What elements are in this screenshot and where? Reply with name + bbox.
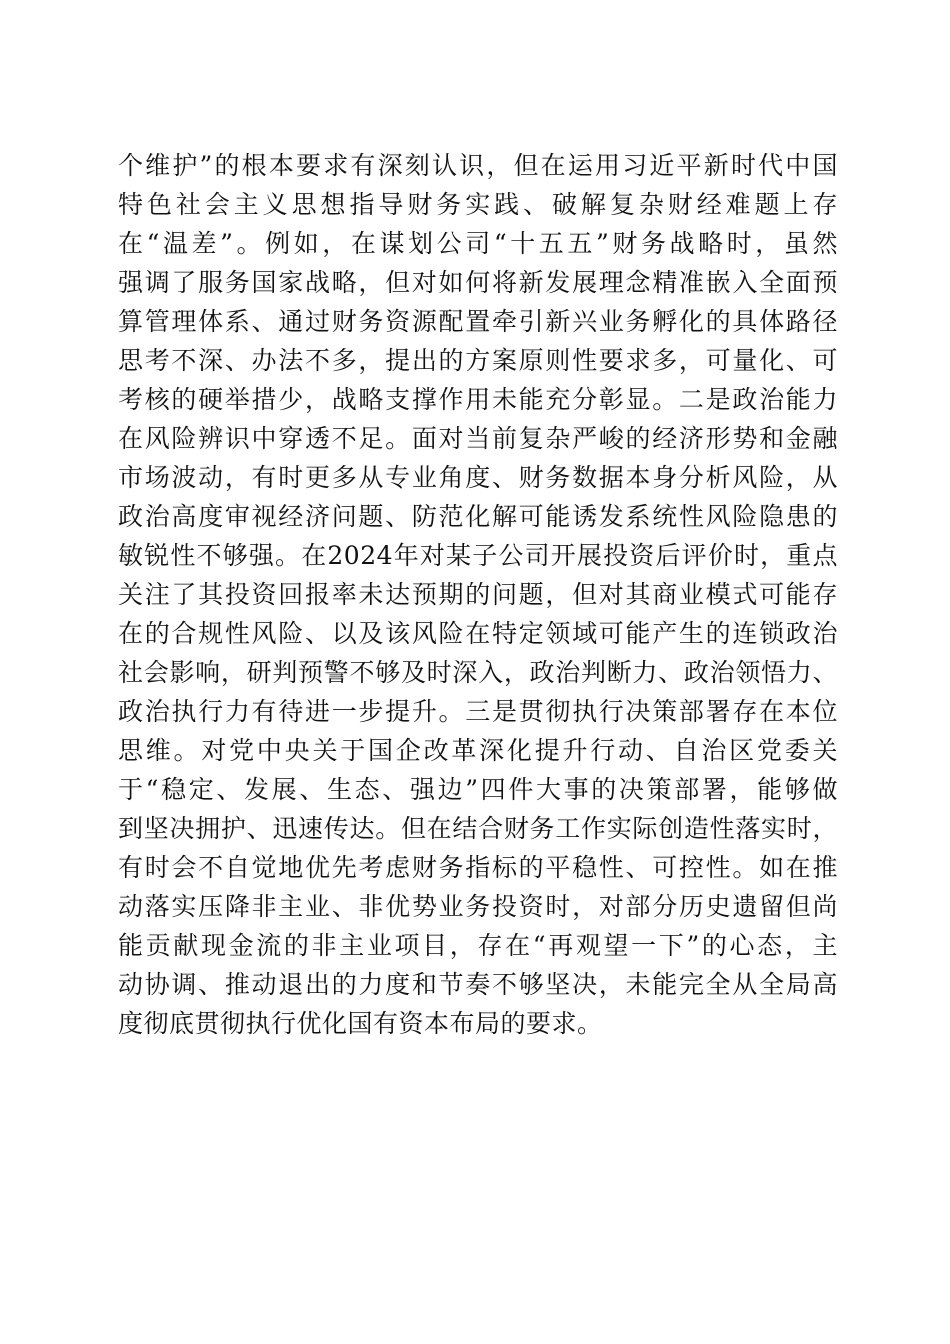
text-line: 在的合规性风险、以及该风险在特定领域可能产生的连锁政治 (118, 619, 838, 648)
text-line: 于“稳定、发展、生态、强边”四件大事的决策部署，能够做 (118, 775, 838, 804)
text-line: 思考不深、办法不多，提出的方案原则性要求多，可量化、可 (118, 346, 838, 375)
text-line: 算管理体系、通过财务资源配置牵引新兴业务孵化的具体路径 (118, 307, 838, 336)
text-line: 市场波动，有时更多从专业角度、财务数据本身分析风险，从 (118, 463, 838, 492)
text-line: 动协调、推动退出的力度和节奏不够坚决，未能完全从全局高 (118, 970, 838, 999)
text-line: 个维护”的根本要求有深刻认识，但在运用习近平新时代中国 (118, 151, 838, 180)
text-line: 政治高度审视经济问题、防范化解可能诱发系统性风险隐患的 (118, 502, 838, 531)
text-line: 在风险辨识中穿透不足。面对当前复杂严峻的经济形势和金融 (118, 424, 838, 453)
text-line: 能贡献现金流的非主业项目，存在“再观望一下”的心态，主 (118, 931, 838, 960)
text-line: 度彻底贯彻执行优化国有资本布局的要求。 (118, 1009, 603, 1038)
text-line: 在“温差”。例如，在谋划公司“十五五”财务战略时，虽然 (118, 229, 838, 258)
text-line: 关注了其投资回报率未达预期的问题，但对其商业模式可能存 (118, 580, 838, 609)
text-line: 社会影响，研判预警不够及时深入，政治判断力、政治领悟力、 (118, 658, 838, 687)
text-line: 到坚决拥护、迅速传达。但在结合财务工作实际创造性落实时， (118, 814, 838, 843)
text-line: 敏锐性不够强。在2024年对某子公司开展投资后评价时，重点 (118, 541, 838, 570)
text-line: 特色社会主义思想指导财务实践、破解复杂财经难题上存 (118, 190, 838, 219)
text-line: 政治执行力有待进一步提升。三是贯彻执行决策部署存在本位 (118, 697, 838, 726)
text-line: 强调了服务国家战略，但对如何将新发展理念精准嵌入全面预 (118, 268, 838, 297)
text-line: 考核的硬举措少，战略支撑作用未能充分彰显。二是政治能力 (118, 385, 838, 414)
text-line: 有时会不自觉地优先考虑财务指标的平稳性、可控性。如在推 (118, 853, 838, 882)
text-line: 动落实压降非主业、非优势业务投资时，对部分历史遗留但尚 (118, 892, 838, 921)
text-line: 思维。对党中央关于国企改革深化提升行动、自治区党委关 (118, 736, 838, 765)
body-paragraph (118, 146, 838, 1043)
